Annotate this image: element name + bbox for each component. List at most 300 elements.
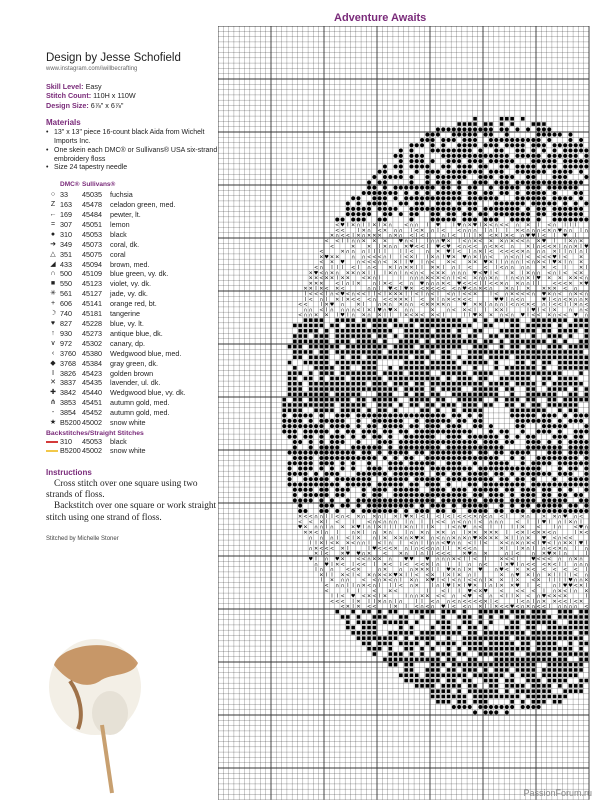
instructions-body <box>46 479 218 524</box>
key-sul: 45094 <box>82 259 102 269</box>
chart-stitch <box>388 509 392 513</box>
chart-stitch: ✕ <box>340 545 345 552</box>
chart-stitch <box>409 424 413 428</box>
chart-stitch <box>415 679 419 683</box>
chart-stitch: ∩ <box>520 264 525 271</box>
key-sym: ☽ <box>49 310 57 318</box>
chart-stitch <box>452 456 456 460</box>
chart-stitch <box>420 143 424 147</box>
chart-stitch <box>547 451 551 455</box>
chart-stitch: ♥ <box>541 593 547 600</box>
chart-stitch: ∩ <box>510 264 514 271</box>
chart-stitch <box>341 350 345 354</box>
chart-stitch <box>500 345 504 349</box>
chart-stitch: < <box>541 556 547 563</box>
chart-stitch <box>462 143 466 147</box>
chart-stitch: < <box>531 529 536 536</box>
chart-stitch <box>521 647 525 651</box>
chart-stitch <box>553 626 557 630</box>
chart-stitch: < <box>563 254 568 261</box>
chart-stitch <box>415 382 419 386</box>
chart-stitch <box>510 626 514 630</box>
chart-stitch <box>473 202 477 206</box>
chart-stitch <box>510 705 514 709</box>
chart-stitch: < <box>435 312 441 319</box>
chart-stitch: I <box>320 551 323 558</box>
chart-stitch <box>468 689 472 693</box>
chart-stitch <box>425 164 429 168</box>
chart-stitch <box>457 180 461 184</box>
chart-stitch: ✕ <box>520 524 525 531</box>
chart-stitch <box>383 482 387 486</box>
chart-stitch <box>521 482 525 486</box>
chart-stitch <box>394 318 398 322</box>
chart-stitch <box>362 191 366 195</box>
chart-stitch <box>436 652 440 656</box>
chart-stitch <box>547 504 551 508</box>
chart-stitch <box>341 456 345 460</box>
chart-stitch: ✕ <box>425 561 430 568</box>
chart-stitch <box>521 610 525 614</box>
chart-stitch <box>394 482 398 486</box>
chart-stitch <box>399 170 403 174</box>
chart-stitch: ∩ <box>346 249 350 256</box>
chart-stitch <box>547 398 551 402</box>
chart-stitch <box>293 451 297 455</box>
key-sym: ∨ <box>50 339 56 347</box>
chart-stitch <box>304 329 308 333</box>
chart-stitch <box>500 658 504 662</box>
chart-stitch <box>441 340 445 344</box>
chart-stitch <box>494 509 498 513</box>
chart-stitch: I <box>442 312 444 319</box>
chart-stitch <box>404 361 408 365</box>
chart-stitch <box>447 642 451 646</box>
chart-stitch: ✕ <box>366 243 372 250</box>
chart-stitch <box>346 318 350 322</box>
chart-stitch <box>394 488 398 492</box>
chart-stitch: < <box>329 540 335 547</box>
chart-stitch <box>478 164 482 168</box>
chart-stitch <box>388 424 392 428</box>
chart-stitch: ✕ <box>515 540 520 547</box>
chart-stitch <box>526 636 530 640</box>
chart-stitch <box>494 488 498 492</box>
chart-stitch: ∩ <box>483 275 488 282</box>
key-header: DMC® Sullivans® <box>60 181 116 189</box>
key-dmc: 3853 <box>60 398 76 408</box>
chart-stitch <box>320 361 324 365</box>
chart-stitch: ∩ <box>573 238 578 245</box>
chart-stitch: < <box>557 291 562 298</box>
chart-stitch <box>494 387 498 391</box>
chart-stitch <box>441 689 445 693</box>
chart-stitch <box>484 154 488 158</box>
key-sym: ↑ <box>51 329 55 337</box>
chart-stitch <box>457 393 461 397</box>
chart-stitch <box>505 467 509 471</box>
chart-stitch <box>362 488 366 492</box>
chart-stitch <box>558 350 562 354</box>
chart-stitch: I <box>394 582 397 589</box>
chart-stitch <box>500 175 504 179</box>
key-name: Wedgwood blue, vy. dk. <box>110 388 186 398</box>
chart-stitch <box>378 445 382 449</box>
instagram-link[interactable]: www.instagram.com/iwillbecrafting <box>46 66 138 72</box>
chart-stitch <box>537 461 541 465</box>
chart-stitch <box>579 350 583 354</box>
chart-stitch <box>489 340 493 344</box>
chart-stitch: ✕ <box>446 296 451 303</box>
chart-stitch: < <box>563 588 568 595</box>
chart-stitch <box>282 424 286 428</box>
chart-stitch: ∩ <box>436 254 440 261</box>
chart-stitch: ∩ <box>558 519 562 526</box>
chart-stitch: ∩ <box>584 545 589 552</box>
chart-stitch: < <box>351 264 356 271</box>
chart-stitch <box>431 498 435 502</box>
chart-stitch: < <box>430 270 435 277</box>
chart-stitch: ∩ <box>377 577 382 584</box>
chart-stitch <box>330 398 334 402</box>
chart-stitch <box>585 652 589 656</box>
chart-stitch <box>563 164 567 168</box>
chart-stitch <box>319 445 323 449</box>
chart-stitch: I <box>484 577 487 584</box>
chart-stitch <box>367 477 371 481</box>
chart-stitch <box>542 122 546 126</box>
chart-stitch <box>484 440 488 444</box>
chart-stitch <box>452 684 456 688</box>
chart-stitch <box>521 615 525 619</box>
chart-stitch <box>399 498 403 502</box>
chart-stitch <box>282 419 286 423</box>
chart-stitch: < <box>409 540 414 547</box>
chart-stitch: < <box>584 604 589 611</box>
chart-stitch <box>410 345 414 349</box>
chart-stitch <box>399 324 403 328</box>
chart-stitch: ✕ <box>515 567 520 574</box>
chart-stitch: ∩ <box>340 514 345 521</box>
chart-stitch <box>404 620 408 624</box>
chart-stitch: ∩ <box>330 307 334 314</box>
chart-stitch <box>500 186 504 190</box>
chart-stitch: < <box>351 296 356 303</box>
chart-stitch <box>484 324 488 328</box>
chart-stitch <box>526 350 530 354</box>
chart-stitch <box>462 149 466 153</box>
chart-stitch: < <box>520 302 525 309</box>
chart-stitch <box>521 663 525 667</box>
chart-stitch <box>584 461 588 465</box>
cross-stitch-chart[interactable] <box>218 26 594 800</box>
chart-stitch <box>399 482 403 486</box>
chart-stitch <box>346 504 350 508</box>
chart-stitch: I <box>490 524 492 531</box>
chart-stitch <box>521 705 525 709</box>
chart-stitch <box>568 154 572 158</box>
chart-stitch: ∩ <box>351 529 355 536</box>
chart-stitch: < <box>472 588 478 595</box>
chart-stitch <box>505 636 509 640</box>
chart-stitch <box>293 440 297 444</box>
chart-stitch <box>532 403 536 407</box>
chart-stitch: ♥ <box>324 561 329 568</box>
chart-stitch <box>457 387 461 391</box>
chart-stitch: < <box>462 514 467 521</box>
chart-stitch <box>415 620 419 624</box>
chart-stitch <box>537 642 541 646</box>
chart-stitch <box>335 334 339 338</box>
chart-stitch <box>457 398 461 402</box>
chart-stitch: I <box>378 286 381 293</box>
chart-stitch: < <box>531 540 536 547</box>
chart-stitch: < <box>494 280 499 287</box>
chart-stitch <box>569 642 573 646</box>
chart-stitch <box>436 488 440 492</box>
chart-stitch: I <box>580 519 582 526</box>
chart-stitch: ∩ <box>420 275 424 282</box>
chart-stitch <box>436 673 440 677</box>
chart-stitch: I <box>516 535 519 542</box>
key-row <box>46 260 218 270</box>
chart-stitch: I <box>378 535 381 542</box>
chart-stitch: I <box>564 302 566 309</box>
chart-stitch <box>314 472 318 476</box>
chart-stitch: ✕ <box>340 249 345 256</box>
chart-stitch <box>521 366 525 370</box>
chart-stitch <box>298 472 302 476</box>
chart-stitch <box>585 658 589 662</box>
chart-stitch <box>484 451 488 455</box>
chart-stitch <box>494 170 498 174</box>
chart-stitch <box>452 461 456 465</box>
chart-stitch: I <box>363 302 365 309</box>
chart-stitch <box>404 488 408 492</box>
chart-stitch <box>569 673 573 677</box>
chart-stitch <box>362 371 366 375</box>
chart-stitch <box>415 387 419 391</box>
chart-stitch <box>457 207 461 211</box>
chart-stitch <box>569 684 573 688</box>
chart-stitch <box>373 340 377 344</box>
chart-stitch <box>558 615 562 619</box>
chart-stitch: ∩ <box>404 535 408 542</box>
chart-stitch: ∩ <box>563 545 567 552</box>
chart-stitch: ∩ <box>452 519 456 526</box>
chart-stitch: ∩ <box>489 302 493 309</box>
chart-stitch: < <box>578 275 584 282</box>
chart-stitch <box>378 493 382 497</box>
chart-stitch: ∩ <box>499 312 504 319</box>
chart-stitch <box>569 334 573 338</box>
chart-stitch <box>532 668 536 672</box>
chart-stitch: ∩ <box>452 264 456 271</box>
chart-stitch <box>457 122 461 126</box>
chart-stitch: ∩ <box>340 577 345 584</box>
chart-stitch <box>542 620 546 624</box>
chart-stitch: ✕ <box>345 604 350 611</box>
chart-stitch <box>526 658 530 662</box>
chart-stitch: ✕ <box>382 222 388 229</box>
chart-stitch <box>425 138 429 142</box>
chart-stitch <box>478 424 482 428</box>
chart-stitch: ✕ <box>520 529 525 536</box>
chart-stitch: ∩ <box>383 307 387 314</box>
chart-stitch: ∩ <box>388 222 393 229</box>
chart-stitch: ✕ <box>340 275 345 282</box>
chart-stitch <box>494 445 498 449</box>
chart-stitch: < <box>504 604 509 611</box>
chart-stitch: ✕ <box>377 572 382 579</box>
key-sym: ★ <box>49 419 57 427</box>
chart-stitch <box>457 170 461 174</box>
chart-stitch: I <box>357 264 360 271</box>
chart-stitch: ♥ <box>462 524 467 531</box>
chart-stitch: ✕ <box>547 286 552 293</box>
chart-stitch: < <box>419 545 425 552</box>
chart-stitch <box>473 498 477 502</box>
chart-stitch: ∩ <box>308 307 313 314</box>
chart-stitch <box>362 435 366 439</box>
chart-stitch <box>452 493 456 497</box>
chart-stitch <box>378 170 382 174</box>
chart-stitch <box>542 207 546 211</box>
chart-stitch: < <box>520 227 525 234</box>
chart-stitch <box>473 684 477 688</box>
chart-stitch <box>399 355 403 359</box>
designer-credit: Design by Jesse Schofield <box>46 52 181 64</box>
chart-stitch <box>293 350 297 354</box>
chart-stitch <box>484 626 488 630</box>
chart-stitch: ✕ <box>366 275 372 282</box>
chart-stitch <box>563 509 567 513</box>
chart-stitch: ∩ <box>372 275 377 282</box>
chart-stitch <box>526 138 530 142</box>
chart-stitch <box>436 408 440 412</box>
chart-stitch: ∩ <box>425 291 430 298</box>
chart-stitch <box>320 393 324 397</box>
key-name: blue, vy. lt. <box>110 318 144 328</box>
chart-stitch <box>500 610 504 614</box>
chart-stitch: ∩ <box>367 264 371 271</box>
chart-stitch <box>362 445 366 449</box>
chart-stitch <box>304 403 308 407</box>
chart-stitch <box>553 207 557 211</box>
chart-stitch <box>558 673 562 677</box>
chart-stitch: < <box>446 514 451 521</box>
chart-stitch <box>532 684 536 688</box>
chart-stitch: ✕ <box>419 567 425 574</box>
chart-stitch <box>436 361 440 365</box>
chart-stitch: I <box>384 249 386 256</box>
chart-stitch <box>494 393 498 397</box>
chart-stitch <box>441 143 445 147</box>
key-sym: = <box>50 220 56 228</box>
key-sul: 45435 <box>82 378 102 388</box>
chart-stitch <box>574 673 578 677</box>
key-row <box>46 378 218 388</box>
chart-stitch <box>579 170 583 174</box>
chart-stitch <box>569 345 573 349</box>
chart-stitch <box>579 509 583 513</box>
chart-stitch: ∩ <box>568 249 573 256</box>
chart-stitch: ♥ <box>441 238 446 245</box>
chart-stitch <box>319 440 323 444</box>
chart-stitch <box>568 143 572 147</box>
chart-stitch <box>388 329 392 333</box>
key-sul: 45109 <box>82 269 102 279</box>
chart-stitch <box>505 429 509 433</box>
chart-stitch: ∩ <box>457 524 461 531</box>
chart-stitch: < <box>372 264 377 271</box>
chart-stitch <box>574 154 578 158</box>
chart-stitch <box>362 429 366 433</box>
chart-stitch: ∩ <box>457 598 461 605</box>
chart-stitch: < <box>541 259 547 266</box>
chart-stitch <box>515 435 519 439</box>
chart-stitch: ♥ <box>446 567 451 574</box>
chart-stitch: ✕ <box>525 535 531 542</box>
chart-stitch: ✕ <box>382 567 388 574</box>
chart-stitch <box>584 488 588 492</box>
chart-stitch <box>303 509 307 513</box>
chart-stitch <box>410 626 414 630</box>
chart-stitch: ✕ <box>578 264 584 271</box>
chart-stitch <box>415 414 419 418</box>
chart-stitch: ✕ <box>435 302 441 309</box>
chart-stitch: ∩ <box>505 280 509 287</box>
chart-stitch <box>516 631 520 635</box>
chart-stitch: ∩ <box>452 593 456 600</box>
chart-stitch <box>463 700 467 704</box>
chart-stitch: ∩ <box>414 593 419 600</box>
chart-stitch <box>569 408 573 412</box>
chart-stitch: ✕ <box>382 280 388 287</box>
chart-stitch <box>325 482 329 486</box>
chart-stitch <box>531 186 535 190</box>
chart-stitch: I <box>368 270 370 277</box>
chart-stitch <box>447 196 451 200</box>
chart-stitch <box>468 615 472 619</box>
chart-stitch <box>574 387 578 391</box>
key-name: coral, dk. <box>110 239 140 249</box>
chart-stitch <box>346 482 350 486</box>
chart-stitch: ∩ <box>399 233 403 240</box>
chart-stitch <box>553 202 557 206</box>
chart-stitch <box>479 610 483 614</box>
chart-stitch <box>563 689 567 693</box>
chart-stitch: ♥ <box>419 280 425 287</box>
chart-stitch <box>553 451 557 455</box>
chart-stitch <box>378 329 382 333</box>
chart-stitch <box>473 636 477 640</box>
chart-stitch <box>515 217 519 221</box>
key-row <box>46 299 218 309</box>
chart-stitch: I <box>431 582 434 589</box>
chart-stitch: I <box>532 275 535 282</box>
chart-stitch <box>399 382 403 386</box>
chart-stitch: < <box>361 275 366 282</box>
chart-stitch <box>452 668 456 672</box>
chart-stitch: I <box>320 302 323 309</box>
chart-stitch <box>373 631 377 635</box>
chart-stitch: ♥ <box>435 222 441 229</box>
chart-stitch: ✕ <box>478 604 483 611</box>
chart-stitch: I <box>416 514 418 521</box>
chart-stitch <box>553 398 557 402</box>
chart-stitch <box>335 377 339 381</box>
